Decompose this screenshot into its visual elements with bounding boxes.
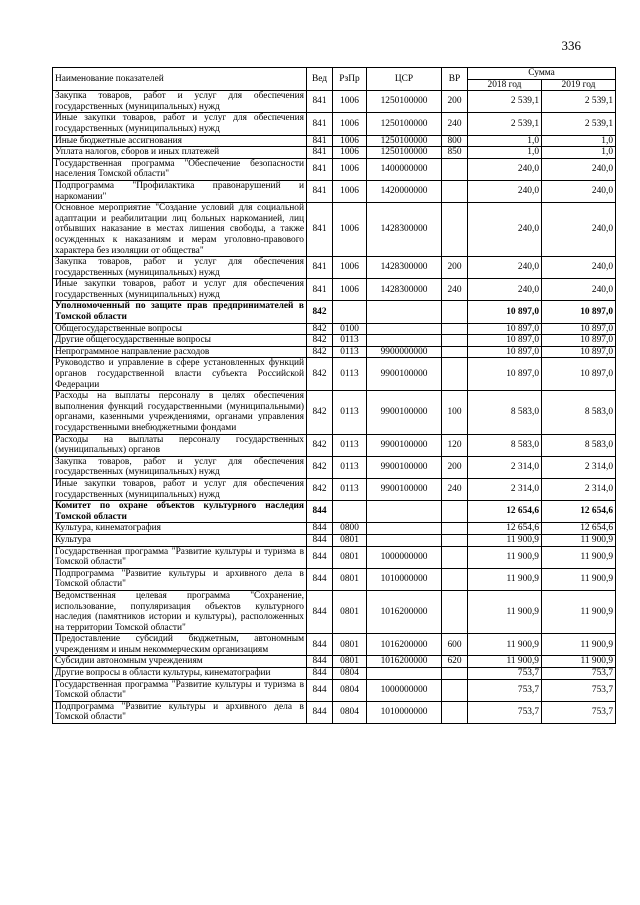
cell-vr [442, 523, 468, 535]
cell-ved: 844 [307, 679, 333, 701]
cell-csr [367, 523, 442, 535]
cell-sum-2019: 10 897,0 [542, 358, 616, 391]
cell-vr: 600 [442, 634, 468, 656]
cell-csr: 9900100000 [367, 358, 442, 391]
header-sum: Сумма [468, 68, 616, 80]
cell-csr: 9900100000 [367, 434, 442, 456]
table-row [53, 113, 616, 135]
header-name: Наименование показателей [53, 68, 307, 91]
cell-vr: 100 [442, 391, 468, 434]
cell-vr [442, 301, 468, 323]
header-rzpr: РзПр [333, 68, 367, 91]
cell-rzpr: 0801 [333, 634, 367, 656]
header-csr: ЦСР [367, 68, 442, 91]
cell-csr: 1250100000 [367, 91, 442, 113]
cell-sum-2019: 1,0 [542, 135, 616, 147]
cell-sum-2018: 240,0 [468, 158, 542, 180]
cell-sum-2019: 10 897,0 [542, 323, 616, 335]
cell-rzpr: 0113 [333, 478, 367, 500]
cell-name: Иные бюджетные ассигнования [53, 135, 307, 147]
cell-rzpr: 0113 [333, 358, 367, 391]
cell-sum-2019: 240,0 [542, 257, 616, 279]
cell-name: Закупка товаров, работ и услуг для обеспечения государственных (муниципальных) нужд [53, 456, 307, 478]
cell-csr: 1400000000 [367, 158, 442, 180]
cell-vr: 620 [442, 656, 468, 668]
cell-ved: 841 [307, 91, 333, 113]
table-row [53, 323, 616, 335]
cell-rzpr: 1006 [333, 147, 367, 159]
cell-sum-2018: 11 900,9 [468, 590, 542, 633]
cell-rzpr [333, 301, 367, 323]
cell-ved: 844 [307, 634, 333, 656]
cell-name: Подпрограмма "Профилактика правонарушений и наркомании" [53, 180, 307, 202]
cell-rzpr: 0801 [333, 568, 367, 590]
cell-name: Подпрограмма "Развитие культуры и архивного дела в Томской области" [53, 701, 307, 723]
cell-name: Закупка товаров, работ и услуг для обеспечения государственных (муниципальных) нужд [53, 257, 307, 279]
cell-csr [367, 668, 442, 680]
cell-ved: 842 [307, 301, 333, 323]
cell-name: Общегосударственные вопросы [53, 323, 307, 335]
cell-name: Другие общегосударственные вопросы [53, 335, 307, 347]
cell-vr: 200 [442, 456, 468, 478]
table-row [53, 346, 616, 358]
cell-sum-2019: 240,0 [542, 279, 616, 301]
cell-sum-2019: 753,7 [542, 668, 616, 680]
cell-ved: 841 [307, 203, 333, 257]
cell-sum-2019: 12 654,6 [542, 501, 616, 523]
cell-sum-2019: 11 900,9 [542, 568, 616, 590]
table-header [53, 68, 616, 91]
cell-name: Подпрограмма "Развитие культуры и архивного дела в Томской области" [53, 568, 307, 590]
cell-name: Культура [53, 534, 307, 546]
cell-vr [442, 358, 468, 391]
table-row [53, 158, 616, 180]
cell-name: Руководство и управление в сфере установленных функций органов государственной власти субъекта Российской Федерации [53, 358, 307, 391]
cell-sum-2018: 2 314,0 [468, 478, 542, 500]
cell-sum-2019: 1,0 [542, 147, 616, 159]
cell-csr: 1016200000 [367, 656, 442, 668]
cell-ved: 841 [307, 158, 333, 180]
cell-vr [442, 501, 468, 523]
header-year-2019: 2019 год [542, 79, 616, 91]
page-number: 336 [561, 38, 581, 53]
cell-name: Государственная программа "Развитие культуры и туризма в Томской области" [53, 679, 307, 701]
cell-sum-2018: 2 539,1 [468, 91, 542, 113]
cell-vr [442, 534, 468, 546]
cell-ved: 842 [307, 335, 333, 347]
cell-vr: 240 [442, 113, 468, 135]
cell-rzpr: 0804 [333, 701, 367, 723]
cell-csr: 1016200000 [367, 590, 442, 633]
cell-sum-2018: 2 539,1 [468, 113, 542, 135]
cell-ved: 842 [307, 358, 333, 391]
cell-rzpr: 0100 [333, 323, 367, 335]
cell-sum-2019: 11 900,9 [542, 656, 616, 668]
cell-sum-2019: 10 897,0 [542, 346, 616, 358]
cell-csr: 1016200000 [367, 634, 442, 656]
cell-sum-2019: 11 900,9 [542, 590, 616, 633]
cell-rzpr: 0113 [333, 434, 367, 456]
cell-sum-2018: 753,7 [468, 701, 542, 723]
cell-vr [442, 679, 468, 701]
table-row [53, 679, 616, 701]
cell-vr [442, 346, 468, 358]
cell-csr [367, 301, 442, 323]
cell-sum-2018: 11 900,9 [468, 656, 542, 668]
table-row [53, 590, 616, 633]
cell-rzpr: 0801 [333, 590, 367, 633]
table-row [53, 147, 616, 159]
cell-sum-2018: 11 900,9 [468, 534, 542, 546]
cell-vr: 240 [442, 279, 468, 301]
cell-sum-2018: 2 314,0 [468, 456, 542, 478]
cell-csr [367, 323, 442, 335]
cell-ved: 842 [307, 478, 333, 500]
cell-vr: 240 [442, 478, 468, 500]
cell-sum-2018: 1,0 [468, 135, 542, 147]
table-row [53, 478, 616, 500]
cell-rzpr: 1006 [333, 158, 367, 180]
cell-ved: 842 [307, 323, 333, 335]
cell-csr [367, 501, 442, 523]
budget-table [52, 67, 616, 724]
cell-rzpr: 1006 [333, 279, 367, 301]
table-row [53, 301, 616, 323]
table-row [53, 656, 616, 668]
cell-name: Основное мероприятие "Создание условий для социальной адаптации и реабилитации лиц больных наркоманией, лиц отбывших наказание в местах лишения свободы, а также осужденных к наказаниям и мерам уголовно-правового характера без изоляции от общества" [53, 203, 307, 257]
cell-name: Расходы на выплаты персоналу государственных (муниципальных) органов [53, 434, 307, 456]
cell-rzpr: 0801 [333, 534, 367, 546]
cell-ved: 844 [307, 590, 333, 633]
cell-rzpr [333, 501, 367, 523]
cell-ved: 842 [307, 434, 333, 456]
cell-sum-2018: 8 583,0 [468, 391, 542, 434]
cell-sum-2019: 753,7 [542, 679, 616, 701]
cell-rzpr: 0801 [333, 656, 367, 668]
cell-sum-2018: 753,7 [468, 679, 542, 701]
cell-rzpr: 0800 [333, 523, 367, 535]
cell-ved: 841 [307, 279, 333, 301]
cell-name: Иные закупки товаров, работ и услуг для обеспечения государственных (муниципальных) нужд [53, 279, 307, 301]
table-row [53, 203, 616, 257]
table-row [53, 358, 616, 391]
cell-rzpr: 1006 [333, 91, 367, 113]
cell-name: Расходы на выплаты персоналу в целях обеспечения выполнения функций государственными (муниципальными) органами, казенными учреждениями, органами управления государственными внебюджетными фондами [53, 391, 307, 434]
table-row [53, 135, 616, 147]
cell-csr: 9900100000 [367, 478, 442, 500]
cell-name: Другие вопросы в области культуры, кинематографии [53, 668, 307, 680]
cell-sum-2018: 10 897,0 [468, 301, 542, 323]
cell-name: Закупка товаров, работ и услуг для обеспечения государственных (муниципальных) нужд [53, 91, 307, 113]
cell-sum-2018: 10 897,0 [468, 323, 542, 335]
cell-sum-2019: 10 897,0 [542, 335, 616, 347]
cell-csr: 1010000000 [367, 701, 442, 723]
cell-ved: 844 [307, 668, 333, 680]
cell-rzpr: 1006 [333, 135, 367, 147]
table-row [53, 335, 616, 347]
cell-ved: 844 [307, 534, 333, 546]
cell-name: Уполномоченный по защите прав предпринимателей в Томской области [53, 301, 307, 323]
cell-rzpr: 1006 [333, 113, 367, 135]
table-row [53, 701, 616, 723]
cell-ved: 844 [307, 656, 333, 668]
cell-rzpr: 0804 [333, 679, 367, 701]
cell-sum-2019: 8 583,0 [542, 391, 616, 434]
cell-rzpr: 0113 [333, 456, 367, 478]
cell-sum-2018: 1,0 [468, 147, 542, 159]
cell-sum-2018: 8 583,0 [468, 434, 542, 456]
header-vr: ВР [442, 68, 468, 91]
cell-rzpr: 0804 [333, 668, 367, 680]
cell-name: Уплата налогов, сборов и иных платежей [53, 147, 307, 159]
cell-sum-2019: 2 539,1 [542, 113, 616, 135]
cell-vr: 850 [442, 147, 468, 159]
cell-sum-2018: 12 654,6 [468, 501, 542, 523]
table-row [53, 279, 616, 301]
cell-sum-2018: 240,0 [468, 257, 542, 279]
cell-vr: 800 [442, 135, 468, 147]
cell-sum-2019: 240,0 [542, 203, 616, 257]
cell-rzpr: 0113 [333, 335, 367, 347]
cell-sum-2019: 11 900,9 [542, 546, 616, 568]
cell-csr: 1428300000 [367, 279, 442, 301]
cell-vr [442, 203, 468, 257]
cell-ved: 844 [307, 546, 333, 568]
cell-csr: 1428300000 [367, 257, 442, 279]
cell-sum-2018: 11 900,9 [468, 568, 542, 590]
cell-vr [442, 158, 468, 180]
table-row [53, 523, 616, 535]
table-row [53, 391, 616, 434]
cell-sum-2019: 2 314,0 [542, 478, 616, 500]
cell-vr [442, 323, 468, 335]
cell-sum-2019: 12 654,6 [542, 523, 616, 535]
table-row [53, 456, 616, 478]
cell-csr: 1000000000 [367, 679, 442, 701]
table-row [53, 434, 616, 456]
table-row [53, 501, 616, 523]
cell-ved: 844 [307, 523, 333, 535]
cell-vr [442, 180, 468, 202]
cell-sum-2018: 11 900,9 [468, 634, 542, 656]
cell-sum-2019: 8 583,0 [542, 434, 616, 456]
cell-rzpr: 0113 [333, 346, 367, 358]
cell-name: Государственная программа "Обеспечение безопасности населения Томской области" [53, 158, 307, 180]
header-ved: Вед [307, 68, 333, 91]
cell-sum-2019: 240,0 [542, 180, 616, 202]
cell-rzpr: 1006 [333, 180, 367, 202]
table-row [53, 180, 616, 202]
cell-sum-2018: 11 900,9 [468, 546, 542, 568]
cell-rzpr: 1006 [333, 203, 367, 257]
cell-vr: 200 [442, 91, 468, 113]
cell-ved: 842 [307, 346, 333, 358]
cell-csr: 9900100000 [367, 391, 442, 434]
cell-sum-2019: 2 314,0 [542, 456, 616, 478]
cell-csr: 1420000000 [367, 180, 442, 202]
table-row [53, 257, 616, 279]
cell-rzpr: 0113 [333, 391, 367, 434]
cell-vr [442, 568, 468, 590]
cell-name: Предоставление субсидий бюджетным, автономным учреждениям и иным некоммерческим организациям [53, 634, 307, 656]
cell-sum-2019: 10 897,0 [542, 301, 616, 323]
cell-sum-2018: 240,0 [468, 279, 542, 301]
table-row [53, 634, 616, 656]
cell-sum-2019: 2 539,1 [542, 91, 616, 113]
cell-csr [367, 534, 442, 546]
cell-sum-2019: 11 900,9 [542, 634, 616, 656]
cell-ved: 841 [307, 147, 333, 159]
cell-ved: 844 [307, 701, 333, 723]
cell-csr: 1250100000 [367, 113, 442, 135]
cell-name: Непрограммное направление расходов [53, 346, 307, 358]
cell-ved: 841 [307, 180, 333, 202]
cell-vr: 120 [442, 434, 468, 456]
cell-name: Иные закупки товаров, работ и услуг для обеспечения государственных (муниципальных) нужд [53, 113, 307, 135]
cell-csr: 1250100000 [367, 147, 442, 159]
cell-name: Культура, кинематография [53, 523, 307, 535]
cell-csr: 1250100000 [367, 135, 442, 147]
cell-rzpr: 0801 [333, 546, 367, 568]
table-body [53, 91, 616, 724]
cell-vr [442, 668, 468, 680]
cell-sum-2018: 240,0 [468, 180, 542, 202]
cell-csr: 1428300000 [367, 203, 442, 257]
cell-csr: 9900100000 [367, 456, 442, 478]
cell-sum-2019: 11 900,9 [542, 534, 616, 546]
header-year-2018: 2018 год [468, 79, 542, 91]
cell-sum-2018: 240,0 [468, 203, 542, 257]
cell-ved: 842 [307, 391, 333, 434]
cell-vr [442, 701, 468, 723]
cell-sum-2019: 753,7 [542, 701, 616, 723]
cell-vr: 200 [442, 257, 468, 279]
cell-sum-2019: 240,0 [542, 158, 616, 180]
cell-vr [442, 590, 468, 633]
table-row [53, 668, 616, 680]
cell-ved: 841 [307, 135, 333, 147]
cell-sum-2018: 12 654,6 [468, 523, 542, 535]
cell-vr [442, 335, 468, 347]
table-row [53, 91, 616, 113]
cell-vr [442, 546, 468, 568]
cell-ved: 844 [307, 568, 333, 590]
cell-name: Комитет по охране объектов культурного наследия Томской области [53, 501, 307, 523]
cell-sum-2018: 10 897,0 [468, 346, 542, 358]
cell-rzpr: 1006 [333, 257, 367, 279]
cell-sum-2018: 10 897,0 [468, 335, 542, 347]
cell-ved: 841 [307, 257, 333, 279]
cell-csr: 1010000000 [367, 568, 442, 590]
cell-sum-2018: 753,7 [468, 668, 542, 680]
table-row [53, 546, 616, 568]
cell-sum-2018: 10 897,0 [468, 358, 542, 391]
cell-ved: 842 [307, 456, 333, 478]
cell-name: Субсидии автономным учреждениям [53, 656, 307, 668]
cell-name: Ведомственная целевая программа "Сохранение, использование, популяризация объектов культурного наследия (памятников истории и культуры), расположенных на территории Томской области" [53, 590, 307, 633]
cell-name: Государственная программа "Развитие культуры и туризма в Томской области" [53, 546, 307, 568]
table-row [53, 568, 616, 590]
cell-csr: 1000000000 [367, 546, 442, 568]
cell-csr: 9900000000 [367, 346, 442, 358]
cell-ved: 841 [307, 113, 333, 135]
cell-ved: 844 [307, 501, 333, 523]
cell-name: Иные закупки товаров, работ и услуг для обеспечения государственных (муниципальных) нужд [53, 478, 307, 500]
table-row [53, 534, 616, 546]
cell-csr [367, 335, 442, 347]
